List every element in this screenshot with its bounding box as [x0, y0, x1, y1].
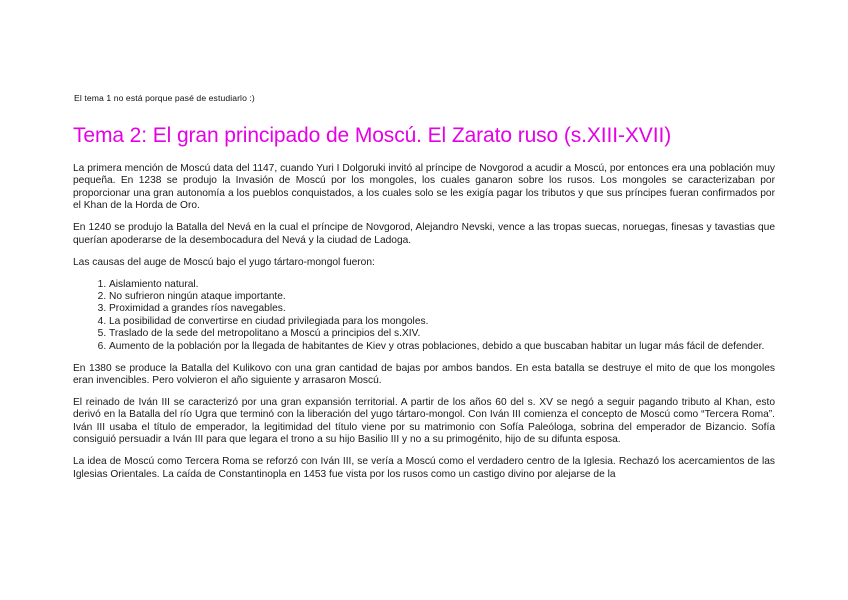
list-item: 5. Traslado de la sede del metropolitano a Moscú a principios del s.XIV.	[109, 328, 775, 340]
paragraph-first-mention: La primera mención de Moscú data del 1147, cuando Yuri I Dolgoruki invitó al príncipe de Novgorod a acudir a Moscú, por entonces era una población muy pequeña. En 1238 se produjo la Invasión de Moscú por los mongoles, los cuales ganaron sobre los rusos. Los mongoles se caracterizaban por proporcionar una gran autonomía a los pueblos conquistados, a los cuales solo se les exigía pagar los tributos y que sus príncipes fueran confirmados por el Khan de la Horda de Oro.	[73, 163, 775, 212]
list-item: 1. Aislamiento natural.	[109, 279, 775, 291]
list-item: 3. Proximidad a grandes ríos navegables.	[109, 303, 775, 315]
page-title: Tema 2: El gran principado de Moscú. El Zarato ruso (s.XIII-XVII)	[73, 124, 672, 147]
paragraph-ivan-iii: El reinado de Iván III se caracterizó por una gran expansión territorial. A partir de los años 60 del s. XV se negó a seguir pagando tributo al Khan, esto derivó en la Batalla del río Ugra que terminó con la liberación del yugo tártaro-mongol. Con Iván III comienza el concepto de Moscú como “Tercera Roma”. Iván III usaba el título de emperador, la legitimidad del título viene por su matrimonio con Sofía Paleóloga, sobrina del emperador de Bizancio. Sofía consiguió persuadir a Iván III para que legara el trono a su hijo Basilio III y no a su primogénito, hijo de su difunta esposa.	[73, 397, 775, 446]
document-body	[73, 163, 775, 491]
paragraph-neva-battle: En 1240 se produjo la Batalla del Nevá en la cual el príncipe de Novgorod, Alejandro Nevski, vence a las tropas suecas, noruegas, finesas y tavastias que querían apoderarse de la desembocadura del Nevá y la ciudad de Ladoga.	[73, 222, 775, 246]
paragraph-third-rome: La idea de Moscú como Tercera Roma se reforzó con Iván III, se vería a Moscú como el verdadero centro de la Iglesia. Rechazó los acercamientos de las Iglesias Orientales. La caída de Constantinopla en 1453 fue vista por los rusos como un castigo divino por alejarse de la	[73, 456, 775, 480]
causes-list	[73, 279, 775, 353]
author-note: El tema 1 no está porque pasé de estudiarlo :)	[74, 93, 255, 103]
list-item: 2. No sufrieron ningún ataque importante.	[109, 291, 775, 303]
paragraph-kulikovo: En 1380 se produce la Batalla del Kulikovo con una gran cantidad de bajas por ambos bandos. En esta batalla se destruye el mito de que los mongoles eran invencibles. Pero volvieron el año siguiente y arrasaron Moscú.	[73, 362, 775, 387]
paragraph-causes-intro: Las causas del auge de Moscú bajo el yugo tártaro-mongol fueron:	[73, 256, 375, 268]
list-item: 6. Aumento de la población por la llegada de habitantes de Kiev y otras poblaciones, debido a que buscaban habitar un lugar más fácil de defender.	[109, 341, 775, 353]
list-item: 4. La posibilidad de convertirse en ciudad privilegiada para los mongoles.	[109, 316, 775, 328]
